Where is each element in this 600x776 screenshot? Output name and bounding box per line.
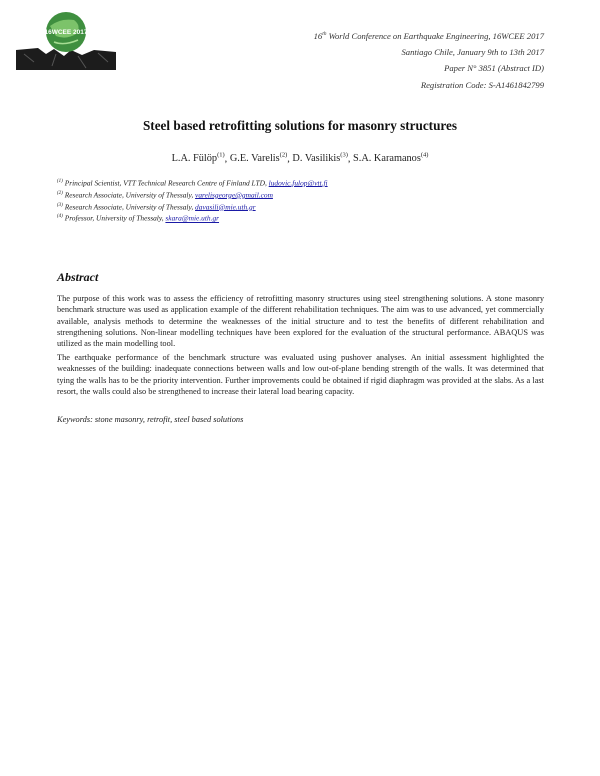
conference-header xyxy=(314,26,544,93)
logo-text: 16WCEE 2017 xyxy=(44,29,88,36)
paper-title: Steel based retrofitting solutions for masonry structures xyxy=(142,118,458,133)
author: D. Vasilikis$^{(3)}$ xyxy=(292,152,348,165)
author: L.A. Fülöp$^{(1)}$ xyxy=(171,152,225,165)
email-link[interactable]: davasili@mie.uth.gr xyxy=(195,202,256,211)
registration-code: Registration Code: S-A1461842799 xyxy=(420,79,544,90)
abstract-paragraph-1: The purpose of this work was to assess the efficiency of retrofitting masonry structures using steel strengthening solutions. A stone masonry benchmark structure was used as application example of the different rehabilitation techniques. The aim was to use advanced, yet commercially available, analysis methods to determine the weaknesses of the initial structure and to test the benefits of different rehabilitation and strengthening solutions. Non-linear modelling techniques have been explored for the evaluation of the structural performance. ABAQUS was utilized as the main modelling tool. xyxy=(57,294,544,349)
affiliation-item: $^{(3)}$ Research Associate, University of Thessaly, davasili@mie.uth.gr xyxy=(57,202,256,211)
conference-location: Santiago Chile, January 9th to 13th 2017 xyxy=(401,47,544,58)
abstract-heading: Abstract xyxy=(57,270,99,284)
affiliation-list xyxy=(57,177,328,224)
conference-logo xyxy=(16,10,116,70)
email-link[interactable]: skara@mie.uth.gr xyxy=(165,213,220,223)
author: G.E. Varelis$^{(2)}$ xyxy=(229,152,288,165)
paper-number: Paper N° 3851 (Abstract ID) xyxy=(444,63,544,74)
email-link[interactable]: varelisgeorge@gmail.com xyxy=(195,190,273,200)
affiliation-item: $^{(2)}$ Research Associate, University of Thessaly, varelisgeorge@gmail.com xyxy=(57,190,273,200)
email-link[interactable]: ludovic.fulop@vtt.fi xyxy=(268,178,328,188)
conference-name: 16th World Conference on Earthquake Engineering, 16WCEE 2017 xyxy=(313,30,544,41)
affiliation-item: $^{(1)}$ Principal Scientist, VTT Technical Research Centre of Finland LTD, ludovic.fulop@vtt.fi xyxy=(57,178,328,188)
affiliation-item: $^{(4)}$ Professor, University of Thessaly, skara@mie.uth.gr xyxy=(57,213,220,223)
keywords: Keywords: stone masonry, retrofit, steel based solutions xyxy=(57,415,244,424)
abstract-paragraph-2: The earthquake performance of the benchmark structure was evaluated using pushover analyses. An initial assessment highlighted the weaknesses of the building: inadequate connections between walls and low out-of-plane bending strength of the walls. It was determined that tying the walls has to be the priority intervention. Further improvements could be obtained if rigid diaphragm was provided at the slabs. As a last resort, the walls could also be strengthened to increase their lateral load bearing capacity. xyxy=(57,353,544,396)
author-list: L.A. Fülöp$^{(1)}$, G.E. Varelis$^{(2)}$, D. Vasilikis$^{(3)}$, S.A. Karamanos$^{(4)}$ xyxy=(171,152,429,165)
author: S.A. Karamanos$^{(4)}$ xyxy=(353,152,429,165)
